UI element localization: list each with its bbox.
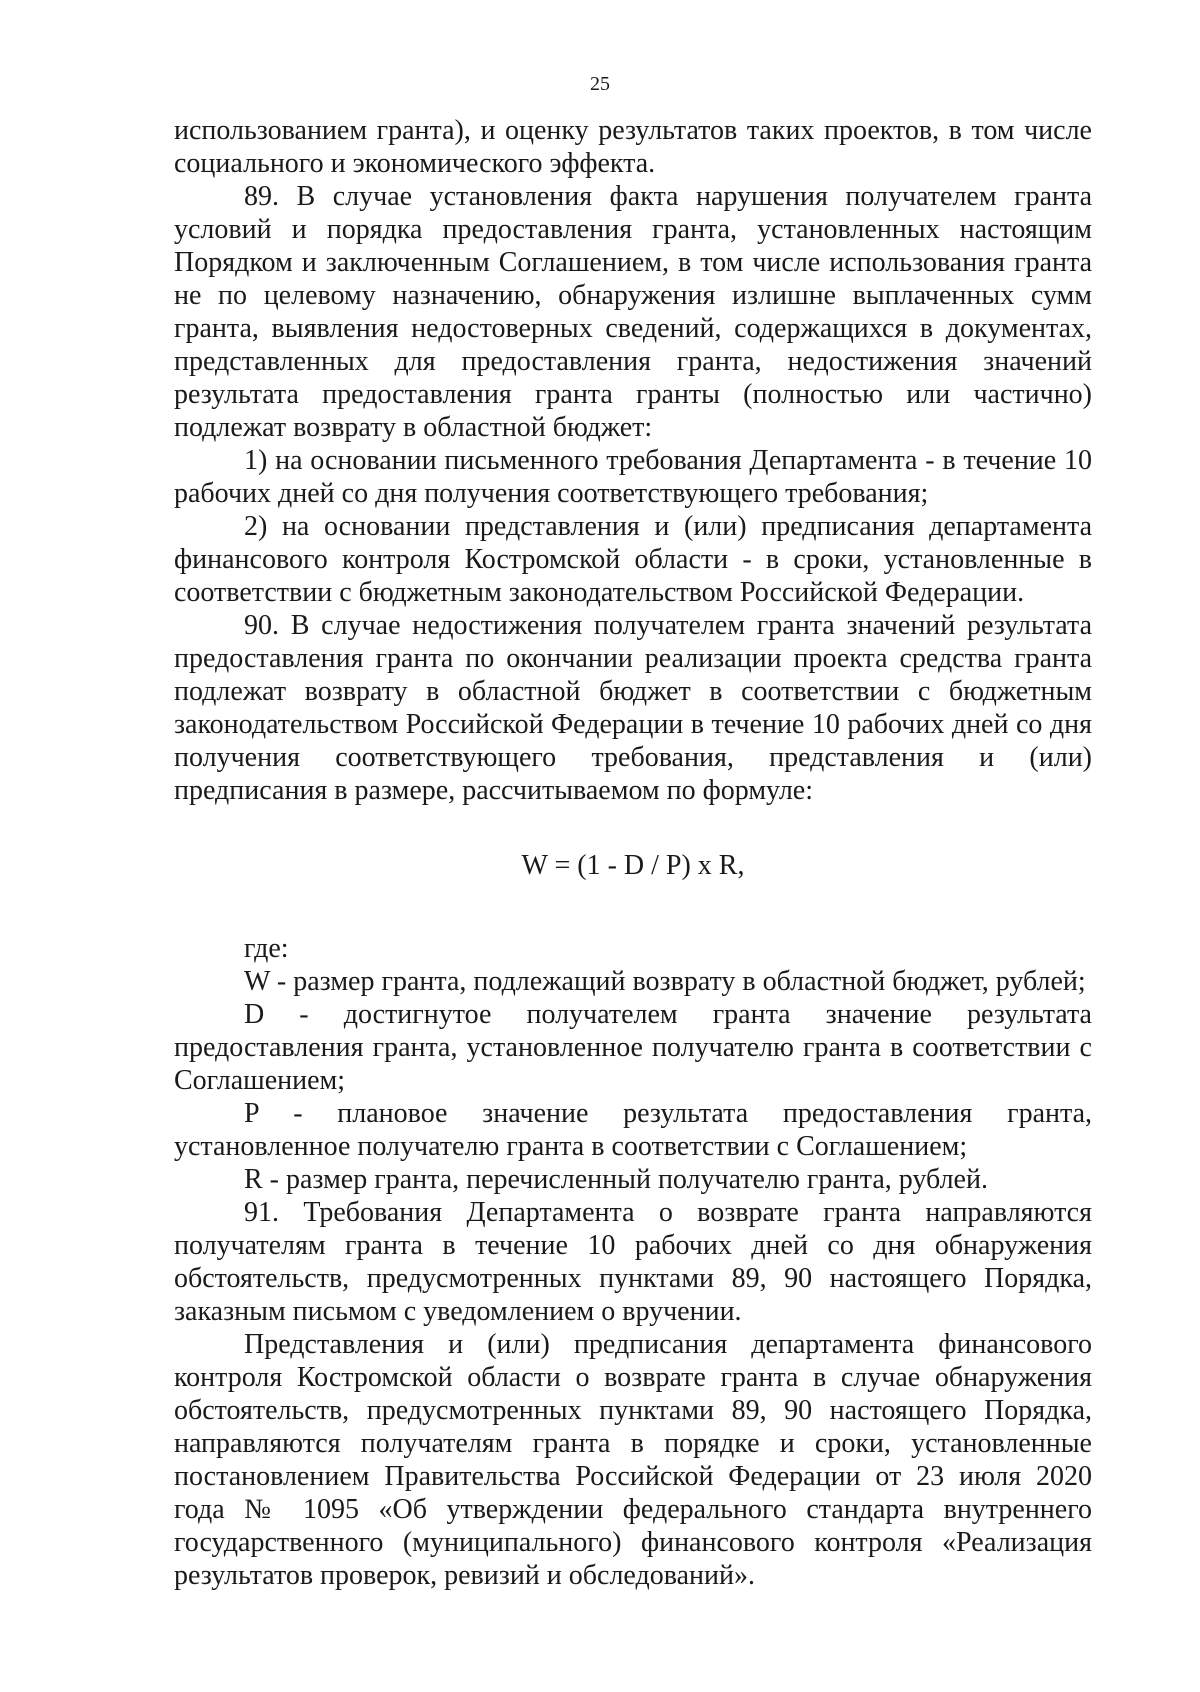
definition-w: W - размер гранта, подлежащий возврату в областной бюджет, рублей; [244, 966, 1086, 997]
page-number: 25 [590, 73, 610, 95]
paragraph-90: 90. В случае недостижения получателем гранта значений результата предоставления гранта по окончании реализации проекта средства гранта подлежат возврату в областной бюджет в соответствии с бюджетным законодательством Российской Федерации в течение 10 рабочих дней со дня получения соответствующего требования, представления и (или) предписания в размере, рассчитываемом по формуле: [174, 610, 1092, 806]
formula-definitions [174, 932, 1092, 1196]
definition-d: D - достигнутое получателем гранта значение результата предоставления гранта, установленное получателю гранта в соответствии с Соглашением; [174, 999, 1092, 1096]
definition-r: R - размер гранта, перечисленный получателю гранта, рублей. [244, 1164, 988, 1195]
paragraph-89: 89. В случае установления факта нарушения получателем гранта условий и порядка предоставления гранта, установленных настоящим Порядком и заключенным Соглашением, в том числе использования гранта не по целевому назначению, обнаружения излишне выплаченных сумм гранта, выявления недостоверных сведений, содержащихся в документах, представленных для предоставления гранта, недостижения значений результата предоставления гранта гранты (полностью или частично) подлежат возврату в областной бюджет: [174, 181, 1092, 443]
paragraph-91: 91. Требования Департамента о возврате гранта направляются получателям гранта в течение 10 рабочих дней со дня обнаружения обстоятельств, предусмотренных пунктами 89, 90 настоящего Порядка, заказным письмом с уведомлением о вручении. [174, 1197, 1092, 1327]
definition-p: P - плановое значение результата предоставления гранта, установленное получателю гранта в соответствии с Соглашением; [174, 1098, 1092, 1162]
paragraph-91-continuation: Представления и (или) предписания департамента финансового контроля Костромской области о возврате гранта в случае обнаружения обстоятельств, предусмотренных пунктами 89, 90 настоящего Порядка, направляются получателям гранта в порядке и сроки, установленные постановлением Правительства Российской Федерации от 23 июля 2020 года № 1095 «Об утверждении федерального стандарта внутреннего государственного (муниципального) финансового контроля «Реализация результатов проверок, ревизий и обследований». [174, 1329, 1092, 1591]
where-label: где: [244, 933, 289, 964]
document-body [174, 114, 1092, 1592]
paragraph-89-item-2: 2) на основании представления и (или) предписания департамента финансового контроля Костромской области - в сроки, установленные в соответствии с бюджетным законодательством Российской Федерации. [174, 511, 1092, 608]
formula: W = (1 - D / P) x R, [521, 850, 745, 881]
paragraph-89-item-1: 1) на основании письменного требования Департамента - в течение 10 рабочих дней со дня получения соответствующего требования; [174, 445, 1092, 509]
paragraph-continuation: использованием гранта), и оценку результатов таких проектов, в том числе социального и экономического эффекта. [174, 115, 1092, 179]
